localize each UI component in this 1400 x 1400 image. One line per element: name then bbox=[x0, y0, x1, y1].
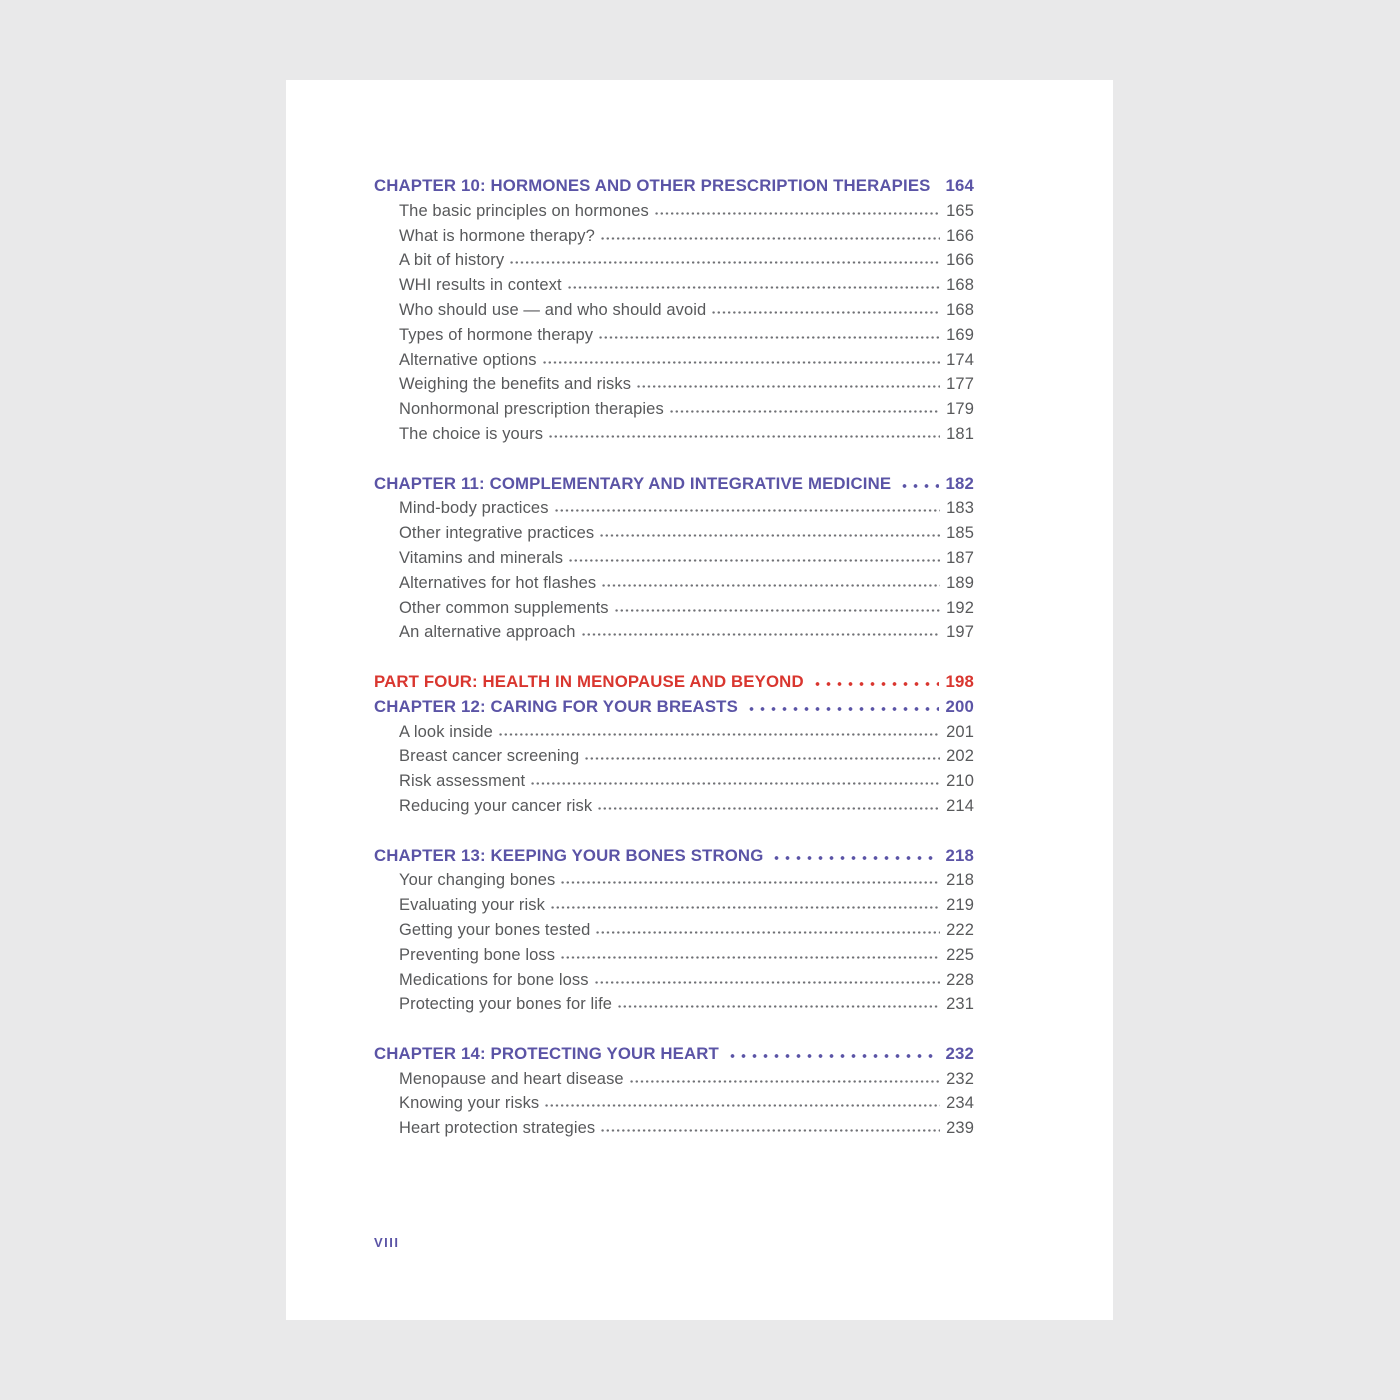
toc-entry-page-number: 168 bbox=[946, 300, 974, 319]
toc-entry-label: Breast cancer screening bbox=[399, 747, 580, 766]
toc-entry bbox=[374, 298, 974, 323]
toc-entry bbox=[374, 571, 974, 596]
toc-entry-page-number: 232 bbox=[946, 1069, 974, 1088]
dot-leader bbox=[597, 806, 940, 811]
toc-entry-page-number: 179 bbox=[946, 400, 974, 419]
dot-leader bbox=[654, 211, 940, 216]
toc-entry-page-number: 197 bbox=[946, 623, 974, 642]
toc-entry bbox=[374, 546, 974, 571]
toc-entry-label: Types of hormone therapy bbox=[399, 325, 594, 344]
part-heading-page-number: 198 bbox=[945, 671, 974, 691]
chapter-heading bbox=[374, 695, 974, 720]
toc-entry-label: Weighing the benefits and risks bbox=[399, 375, 632, 394]
dot-leader bbox=[581, 632, 941, 637]
dot-leader bbox=[560, 955, 940, 960]
toc-entry-label: Risk assessment bbox=[399, 772, 526, 791]
dot-leader bbox=[498, 732, 940, 737]
toc-entry-page-number: 166 bbox=[946, 226, 974, 245]
heading-dot-leader bbox=[812, 681, 939, 687]
toc-entry-page-number: 174 bbox=[946, 350, 974, 369]
toc-entry-page-number: 234 bbox=[946, 1094, 974, 1113]
toc-entry bbox=[374, 397, 974, 422]
dot-leader bbox=[669, 409, 940, 414]
toc-entry bbox=[374, 596, 974, 621]
dot-leader bbox=[614, 608, 940, 613]
toc-entry-label: Mind-body practices bbox=[399, 499, 549, 518]
toc-entry bbox=[374, 1067, 974, 1092]
dot-leader bbox=[600, 236, 940, 241]
toc-entry bbox=[374, 1116, 974, 1141]
toc-entry bbox=[374, 372, 974, 397]
toc-entry-label: Knowing your risks bbox=[399, 1094, 540, 1113]
chapter-heading-page-number: 164 bbox=[945, 176, 974, 195]
chapter-heading bbox=[374, 472, 974, 497]
toc-entry bbox=[374, 199, 974, 224]
toc-entry-label: Your changing bones bbox=[399, 871, 556, 890]
toc-entry bbox=[374, 992, 974, 1017]
toc-entry-label: Other integrative practices bbox=[399, 524, 595, 543]
dot-leader bbox=[584, 756, 940, 761]
toc-entry-label: Protecting your bones for life bbox=[399, 995, 613, 1014]
toc-entry-page-number: 201 bbox=[946, 722, 974, 741]
chapter-heading-label: CHAPTER 10: HORMONES AND OTHER PRESCRIPTION THERAPIES bbox=[374, 176, 931, 195]
toc-entry-page-number: 189 bbox=[946, 573, 974, 592]
dot-leader bbox=[568, 558, 940, 563]
toc-entry-page-number: 185 bbox=[946, 524, 974, 543]
dot-leader bbox=[601, 583, 940, 588]
chapter-heading-label: CHAPTER 12: CARING FOR YOUR BREASTS bbox=[374, 696, 738, 716]
toc-entry bbox=[374, 496, 974, 521]
toc-entry-page-number: 169 bbox=[946, 325, 974, 344]
toc-entry-page-number: 210 bbox=[946, 772, 974, 791]
toc-entry-page-number: 181 bbox=[946, 424, 974, 443]
toc-entry-label: Medications for bone loss bbox=[399, 970, 589, 989]
toc-entry-label: An alternative approach bbox=[399, 623, 576, 642]
heading-dot-leader bbox=[899, 483, 938, 489]
toc-entry bbox=[374, 720, 974, 745]
dot-leader bbox=[567, 285, 940, 290]
toc-entry bbox=[374, 323, 974, 348]
toc-entry-page-number: 187 bbox=[946, 548, 974, 567]
toc-section-chapter-13 bbox=[374, 844, 974, 1018]
toc-entry bbox=[374, 422, 974, 447]
toc-entry-page-number: 166 bbox=[946, 251, 974, 270]
dot-leader bbox=[548, 434, 940, 439]
toc-entry bbox=[374, 893, 974, 918]
part-heading bbox=[374, 670, 974, 695]
toc-entry-label: Alternatives for hot flashes bbox=[399, 573, 597, 592]
chapter-heading-label: CHAPTER 11: COMPLEMENTARY AND INTEGRATIVE MEDICINE bbox=[374, 473, 892, 493]
toc-section-part-four-chapter-12 bbox=[374, 670, 974, 819]
toc-entry-label: What is hormone therapy? bbox=[399, 226, 595, 245]
toc-entry-label: Heart protection strategies bbox=[399, 1119, 596, 1138]
toc-entry bbox=[374, 744, 974, 769]
dot-leader bbox=[594, 980, 941, 985]
toc-section-chapter-14 bbox=[374, 1042, 974, 1141]
dot-leader bbox=[530, 781, 940, 786]
toc-entry-label: Preventing bone loss bbox=[399, 945, 556, 964]
toc-entry bbox=[374, 794, 974, 819]
toc-entry-page-number: 231 bbox=[946, 995, 974, 1014]
toc-entry-label: Getting your bones tested bbox=[399, 920, 591, 939]
toc-entry-page-number: 177 bbox=[946, 375, 974, 394]
toc-entry-page-number: 225 bbox=[946, 945, 974, 964]
dot-leader bbox=[600, 1128, 940, 1133]
dot-leader bbox=[629, 1079, 940, 1084]
toc-entry-page-number: 168 bbox=[946, 276, 974, 295]
toc-entry-label: The choice is yours bbox=[399, 424, 544, 443]
toc-entry bbox=[374, 1091, 974, 1116]
toc-entry-page-number: 222 bbox=[946, 920, 974, 939]
chapter-heading-page-number: 232 bbox=[945, 1043, 974, 1063]
chapter-heading-label: CHAPTER 13: KEEPING YOUR BONES STRONG bbox=[374, 845, 764, 865]
dot-leader bbox=[711, 310, 940, 315]
heading-dot-leader bbox=[727, 1053, 939, 1059]
toc-entry-page-number: 219 bbox=[946, 896, 974, 915]
dot-leader bbox=[636, 384, 940, 389]
toc-entry-label: Other common supplements bbox=[399, 598, 609, 617]
heading-dot-leader bbox=[746, 706, 939, 712]
toc-entry bbox=[374, 968, 974, 993]
part-heading-label: PART FOUR: HEALTH IN MENOPAUSE AND BEYOND bbox=[374, 671, 804, 691]
toc-entry-label: Evaluating your risk bbox=[399, 896, 545, 915]
dot-leader bbox=[509, 260, 940, 265]
chapter-heading bbox=[374, 844, 974, 869]
dot-leader bbox=[542, 360, 941, 365]
toc-entry-label: Vitamins and minerals bbox=[399, 548, 564, 567]
toc-entry-label: Who should use — and who should avoid bbox=[399, 300, 707, 319]
dot-leader bbox=[598, 335, 940, 340]
toc-entry-label: Menopause and heart disease bbox=[399, 1069, 624, 1088]
dot-leader bbox=[550, 905, 940, 910]
toc-entry-page-number: 165 bbox=[946, 201, 974, 220]
toc-entry-page-number: 192 bbox=[946, 598, 974, 617]
chapter-heading-page-number: 200 bbox=[945, 696, 974, 716]
table-of-contents bbox=[374, 174, 974, 1141]
toc-entry-label: Reducing your cancer risk bbox=[399, 796, 593, 815]
dot-leader bbox=[554, 508, 941, 513]
toc-entry-page-number: 218 bbox=[946, 871, 974, 890]
toc-section-chapter-10 bbox=[374, 174, 974, 447]
toc-section-chapter-11 bbox=[374, 472, 974, 646]
chapter-heading-page-number: 218 bbox=[945, 845, 974, 865]
toc-entry-label: Alternative options bbox=[399, 350, 537, 369]
toc-entry-page-number: 214 bbox=[946, 796, 974, 815]
toc-entry-label: Nonhormonal prescription therapies bbox=[399, 400, 664, 419]
dot-leader bbox=[617, 1004, 940, 1009]
toc-entry bbox=[374, 348, 974, 373]
dot-leader bbox=[595, 930, 940, 935]
toc-entry bbox=[374, 943, 974, 968]
folio-page-number: VIII bbox=[374, 1235, 400, 1250]
toc-entry-page-number: 202 bbox=[946, 747, 974, 766]
chapter-heading-label: CHAPTER 14: PROTECTING YOUR HEART bbox=[374, 1043, 719, 1063]
toc-entry bbox=[374, 918, 974, 943]
chapter-heading-page-number: 182 bbox=[945, 473, 974, 493]
chapter-heading bbox=[374, 174, 974, 199]
heading-dot-leader bbox=[771, 855, 938, 861]
chapter-heading bbox=[374, 1042, 974, 1067]
toc-entry-label: A look inside bbox=[399, 722, 493, 741]
book-page bbox=[286, 80, 1113, 1320]
dot-leader bbox=[599, 533, 940, 538]
toc-entry bbox=[374, 620, 974, 645]
toc-entry-label: WHI results in context bbox=[399, 276, 562, 295]
toc-entry-label: The basic principles on hormones bbox=[399, 201, 649, 220]
toc-entry bbox=[374, 248, 974, 273]
toc-entry-label: A bit of history bbox=[399, 251, 505, 270]
toc-entry-page-number: 239 bbox=[946, 1119, 974, 1138]
toc-entry bbox=[374, 224, 974, 249]
toc-entry bbox=[374, 868, 974, 893]
toc-entry-page-number: 183 bbox=[946, 499, 974, 518]
toc-entry bbox=[374, 273, 974, 298]
toc-entry-page-number: 228 bbox=[946, 970, 974, 989]
toc-entry bbox=[374, 521, 974, 546]
toc-entry bbox=[374, 769, 974, 794]
dot-leader bbox=[560, 880, 940, 885]
dot-leader bbox=[544, 1103, 940, 1108]
